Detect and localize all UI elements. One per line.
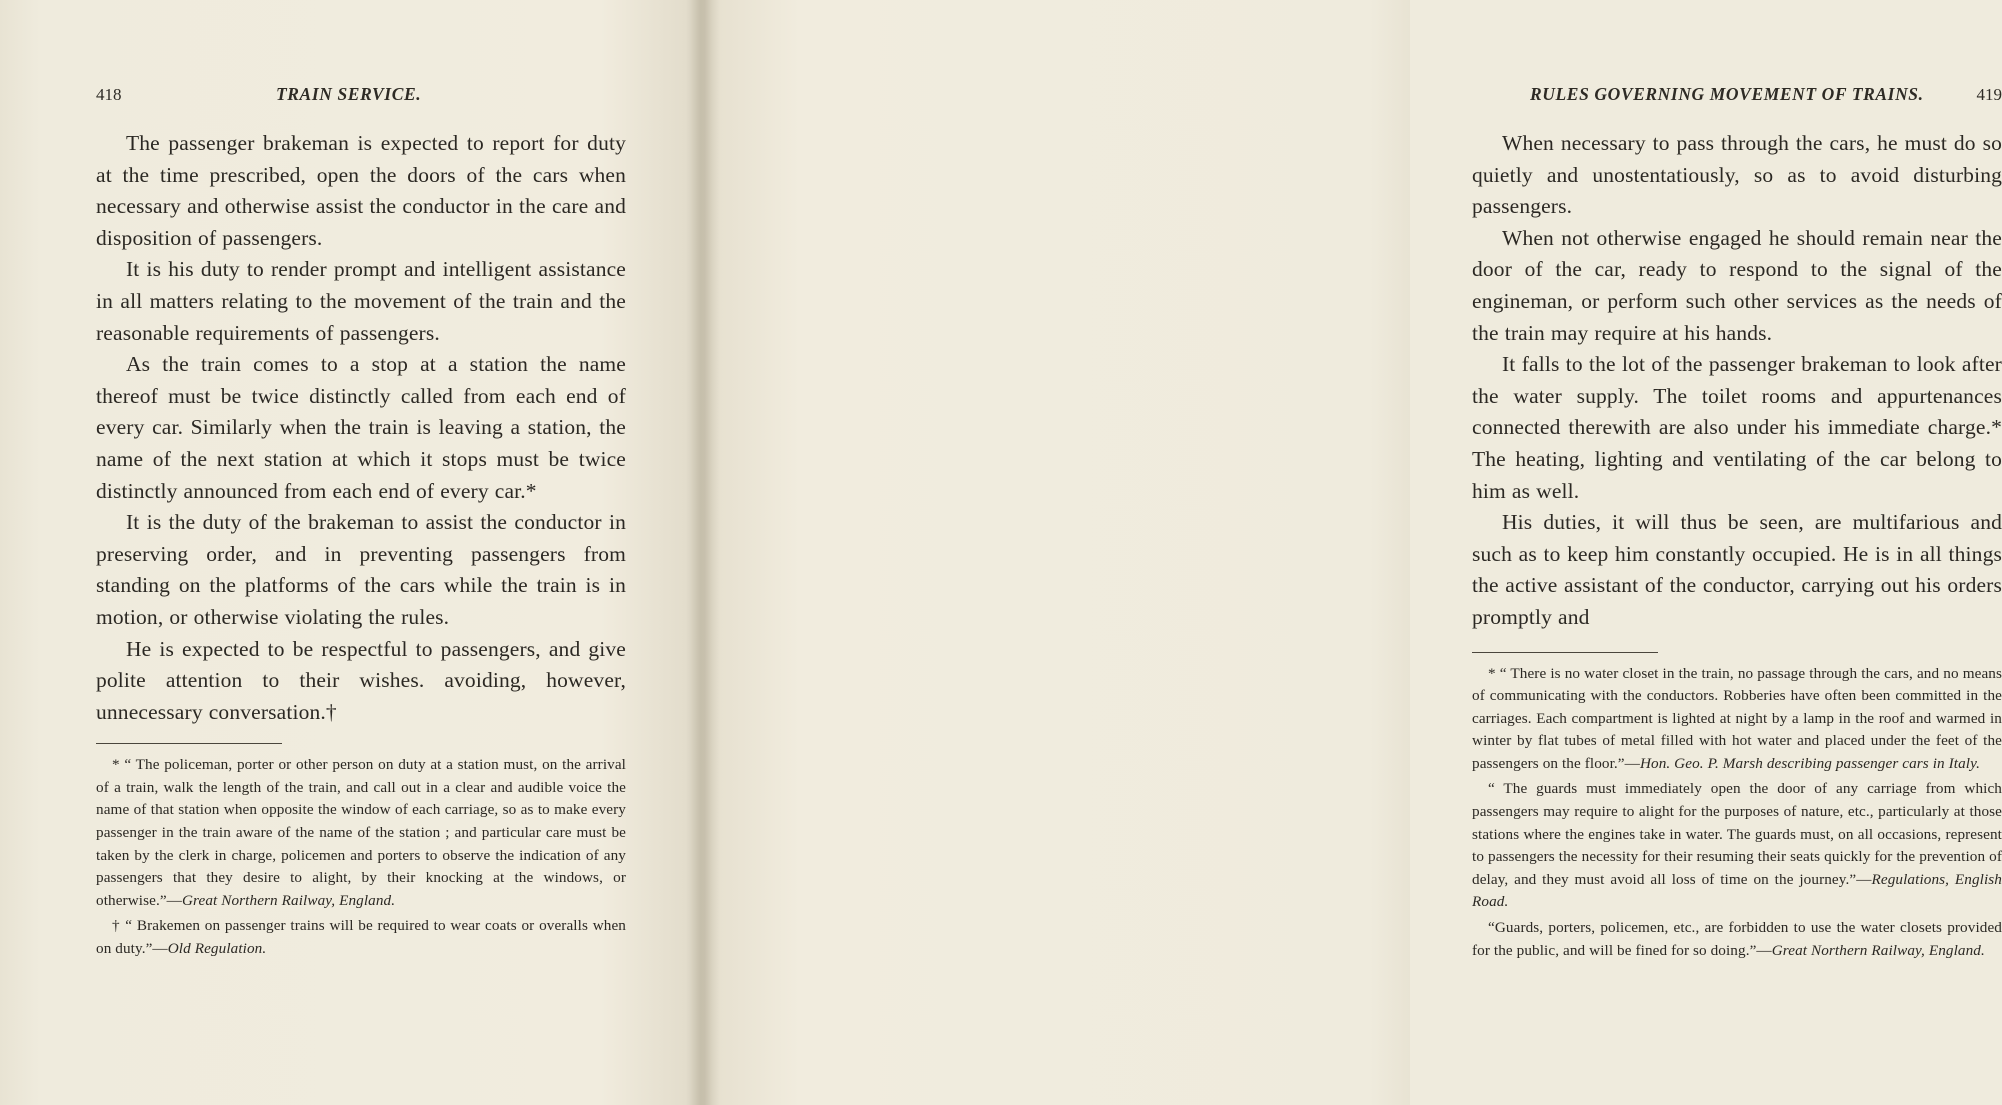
- left-body-text: [96, 128, 626, 728]
- right-page-number: 419: [1976, 85, 2002, 104]
- left-page-number: 418: [96, 85, 122, 104]
- footnote-rule: [96, 743, 282, 744]
- paragraph: It falls to the lot of the passenger brakeman to look after the water supply. The toilet rooms and appurtenances connected therewith are also under his immediate charge.* The heating, lighting and ventilating of the car belong to him as well.: [1472, 352, 2002, 503]
- footnote: “ The guards must immediately open the door of any carriage from which passengers may require to alight for the purposes of nature, etc., particularly at those stations where the engines take in water. The guards must, on all occasions, represent to passengers the necessity for their resuming their seats quickly for the prevention of delay, and they must avoid all loss of time on the journey.”—Regulations, English Road.: [1472, 780, 2002, 911]
- footnote: * “ The policeman, porter or other person on duty at a station must, on the arrival of a train, walk the length of the train, and call out in a clear and audible voice the name of that station when opposite the window of each carriage, so as to make every passenger in the train aware of the name of the station ; and particular care must be taken by the clerk in charge, policemen and porters to observe the indication of any passengers that they desire to alight, by their knocking at the windows, or otherwise.”—Great Northern Railway, England.: [96, 756, 626, 909]
- left-page-column: [96, 84, 626, 961]
- right-footnotes: [1472, 663, 2002, 963]
- paragraph: He is expected to be respectful to passengers, and give polite attention to their wishes. avoiding, however, unnecessary conversation.†: [96, 636, 626, 724]
- left-page: [0, 0, 700, 1105]
- right-page-column: [1472, 84, 2002, 962]
- paragraph: The passenger brakeman is expected to report for duty at the time prescribed, open the doors of the cars when necessary and otherwise assist the conductor in the care and disposition of passengers.: [96, 131, 626, 250]
- footnote: “Guards, porters, policemen, etc., are forbidden to use the water closets provided for the public, and will be fined for so doing.”—Great Northern Railway, England.: [1472, 919, 2002, 959]
- left-running-head-title: TRAIN SERVICE.: [276, 84, 422, 104]
- footnote: * “ There is no water closet in the train, no passage through the cars, and no means of communicating with the conductors. Robberies have often been committed in the carriages. Each compartment is lighted at night by a lamp in the roof and warmed in winter by flat tubes of metal filled with hot water and placed under the feet of the passengers on the floor.”—Hon. Geo. P. Marsh describing passenger cars in Italy.: [1472, 664, 2002, 772]
- right-page: [700, 0, 2002, 1105]
- left-running-head: [96, 84, 626, 114]
- footnote-rule: [1472, 652, 1658, 653]
- right-running-head: [1472, 84, 2002, 114]
- paragraph: When necessary to pass through the cars, he must do so quietly and unostentatiously, so as to avoid disturbing passengers.: [1472, 131, 2002, 219]
- paragraph: It is the duty of the brakeman to assist the conductor in preserving order, and in preventing passengers from standing on the platforms of the cars while the train is in motion, or otherwise violating the rules.: [96, 510, 626, 629]
- left-footnotes: [96, 754, 626, 960]
- paragraph: It is his duty to render prompt and intelligent assistance in all matters relating to the movement of the train and the reasonable requirements of passengers.: [96, 257, 626, 345]
- footnote: † “ Brakemen on passenger trains will be required to wear coats or overalls when on duty.”—Old Regulation.: [96, 917, 626, 958]
- right-body-text: [1472, 128, 2002, 634]
- right-running-head-title: RULES GOVERNING MOVEMENT OF TRAINS.: [1530, 84, 1924, 104]
- paragraph: His duties, it will thus be seen, are multifarious and such as to keep him constantly occupied. He is in all things the active assistant of the conductor, carrying out his orders promptly and: [1472, 510, 2002, 629]
- paragraph: As the train comes to a stop at a station the name thereof must be twice distinctly called from each end of every car. Similarly when the train is leaving a station, the name of the next station at which it stops must be twice distinctly announced from each end of every car.*: [96, 352, 626, 503]
- paragraph: When not otherwise engaged he should remain near the door of the car, ready to respond to the signal of the engineman, or perform such other services as the needs of the train may require at his hands.: [1472, 225, 2002, 345]
